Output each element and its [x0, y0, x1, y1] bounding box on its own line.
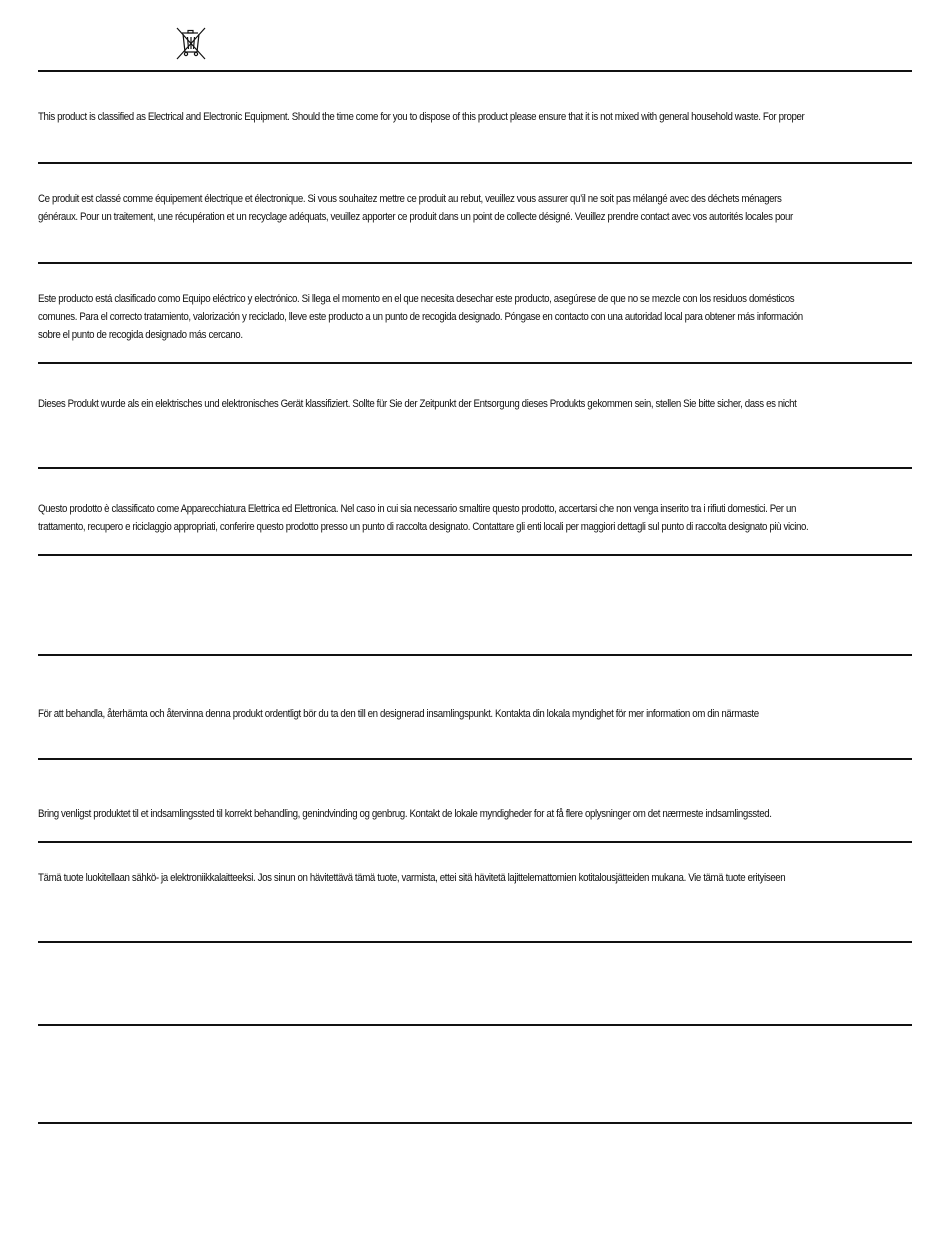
section-divider: [38, 1024, 912, 1026]
section-divider: [38, 262, 912, 264]
text-line: Tämä tuote luokitellaan sähkö- ja elektroniikkalaitteeksi. Jos sinun on hävitettävä tämä tuote, varmista, ettei sitä hävitetä lajittelemattomien kotitalousjätteiden mukana. Vie tämä tuote erityiseen: [38, 872, 786, 884]
section-divider: [38, 70, 912, 72]
section-divider: [38, 1122, 912, 1124]
section-divider: [38, 554, 912, 556]
section-divider: [38, 758, 912, 760]
section-divider: [38, 841, 912, 843]
text-line: Bring venligst produktet til et indsamlingssted til korrekt behandling, genindvinding og genbrug. Kontakt de lokale myndigheder for at få flere oplysninger om det nærmeste indsamlingssted.: [38, 808, 772, 820]
text-line: trattamento, recupero e riciclaggio appropriati, conferire questo prodotto presso un punto di raccolta designato. Contattare gli enti locali per maggiori dettagli sul punto di raccolta designato più vicino.: [38, 521, 809, 533]
crossed-out-wheelie-bin-icon: [174, 27, 208, 60]
disposal-notice-french: [38, 190, 795, 226]
text-line: Questo prodotto è classificato come Apparecchiatura Elettrica ed Elettronica. Nel caso in cui sia necessario smaltire questo prodotto, accertarsi che non venga inserito tra i rifiuti domestici. Per un: [38, 503, 796, 515]
disposal-notice-finnish: [38, 869, 795, 887]
section-divider: [38, 654, 912, 656]
text-line: comunes. Para el correcto tratamiento, valorización y reciclado, lleve este producto a un punto de recogida designado. Póngase en contacto con una autoridad local para obtener más información: [38, 311, 803, 323]
text-line: This product is classified as Electrical and Electronic Equipment. Should the time come for you to dispose of this product please ensure that it is not mixed with general household waste. For proper: [38, 111, 805, 123]
disposal-notice-italian: [38, 500, 809, 536]
disposal-notice-english: [38, 108, 805, 126]
text-line: Este producto está clasificado como Equipo eléctrico y electrónico. Si llega el momento en el que necesita desechar este producto, asegúrese de que no se mezcle con los residuos domésticos: [38, 293, 795, 305]
section-divider: [38, 162, 912, 164]
disposal-notice-swedish: [38, 705, 795, 723]
disposal-notice-german: [38, 395, 795, 413]
section-divider: [38, 467, 912, 469]
disposal-notice-spanish: [38, 290, 803, 344]
text-line: Dieses Produkt wurde als ein elektrisches und elektronisches Gerät klassifiziert. Sollte für Sie der Zeitpunkt der Entsorgung dieses Produkts gekommen sein, stellen Sie bitte sicher, dass es nicht: [38, 398, 797, 410]
text-line: généraux. Pour un traitement, une récupération et un recyclage adéquats, veuillez apporter ce produit dans un point de collecte désigné. Veuillez prendre contact avec vos autorités locales pour: [38, 211, 793, 223]
text-line: sobre el punto de recogida designado más cercano.: [38, 329, 243, 341]
section-divider: [38, 362, 912, 364]
section-divider: [38, 941, 912, 943]
text-line: För att behandla, återhämta och återvinna denna produkt ordentligt bör du ta den till en designerad insamlingspunkt. Kontakta din lokala myndighet för mer information om din närmaste: [38, 708, 759, 720]
text-line: Ce produit est classé comme équipement électrique et électronique. Si vous souhaitez mettre ce produit au rebut, veuillez vous assurer qu’il ne soit pas mélangé avec des déchets ménagers: [38, 193, 782, 205]
disposal-notice-danish: [38, 805, 795, 823]
